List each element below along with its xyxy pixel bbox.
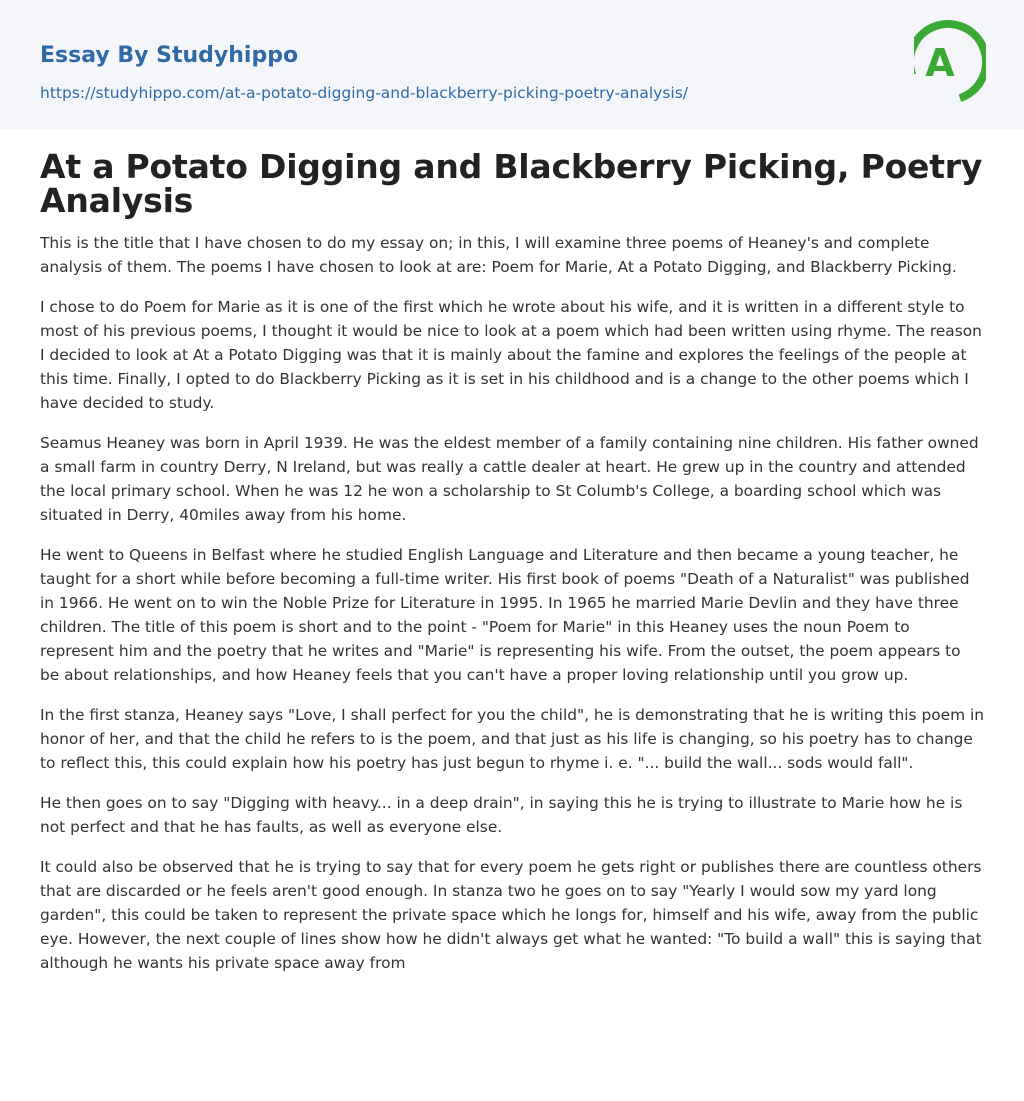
- article-content: [0, 147, 1024, 975]
- logo-letter: A: [925, 41, 955, 85]
- article-paragraph: This is the title that I have chosen to do my essay on; in this, I will examine three poems of Heaney's and complete analysis of them. The poems I have chosen to look at are: Poem for Marie, At a Potato Digging, and Blackberry Picking.: [40, 234, 957, 276]
- site-brand[interactable]: Essay By Studyhippo: [40, 43, 299, 68]
- article-paragraph: He went to Queens in Belfast where he studied English Language and Literature and then became a young teacher, he taught for a short while before becoming a full-time writer. His first book of poems "Death of a Naturalist" was published in 1966. He went on to win the Noble Prize for Literature in 1995. In 1965 he married Marie Devlin and they have three children. The title of this poem is short and to the point - "Poem for Marie" in this Heaney uses the noun Poem to represent him and the poetry that he writes and "Marie" is representing his wife. From the outset, the poem appears to be about relationships, and how Heaney feels that you can't have a proper loving relationship until you grow up.: [40, 546, 970, 684]
- source-url-link[interactable]: https://studyhippo.com/at-a-potato-digging-and-blackberry-picking-poetry-analysis/: [40, 84, 689, 102]
- article-paragraph: I chose to do Poem for Marie as it is one of the first which he wrote about his wife, and it is written in a different style to most of his previous poems, I thought it would be nice to look at a poem which had been written using rhyme. The reason I decided to look at At a Potato Digging was that it is mainly about the famine and explores the feelings of the people at this time. Finally, I opted to do Blackberry Picking as it is set in his childhood and is a change to the other poems which I have decided to study.: [40, 298, 982, 412]
- article-paragraph: It could also be observed that he is trying to say that for every poem he gets right or publishes there are countless others that are discarded or he feels aren't good enough. In stanza two he goes on to say "Yearly I would sow my yard long garden", this could be taken to represent the private space which he longs for, himself and his wife, away from the public eye. However, the next couple of lines show how he didn't always get what he wanted: "To build a wall" this is saying that although he wants his private space away from: [40, 858, 982, 972]
- site-header: [0, 0, 1024, 129]
- article-paragraph: In the first stanza, Heaney says "Love, I shall perfect for you the child", he is demonstrating that he is writing this poem in honor of her, and that the child he refers to is the poem, and that just as his life is changing, so his poetry has to change to reflect this, this could explain how his poetry has just begun to rhyme i. e. "... build the wall... sods would fall".: [40, 706, 985, 772]
- article-paragraph: He then goes on to say "Digging with heavy... in a deep drain", in saying this he is trying to illustrate to Marie how he is not perfect and that he has faults, as well as everyone else.: [40, 794, 963, 836]
- article-paragraph: Seamus Heaney was born in April 1939. He was the eldest member of a family containing nine children. His father owned a small farm in country Derry, N Ireland, but was really a cattle dealer at heart. He grew up in the country and attended the local primary school. When he was 12 he won a scholarship to St Columb's College, a boarding school which was situated in Derry, 40miles away from his home.: [40, 434, 979, 524]
- page-title: At a Potato Digging and Blackberry Picking, Poetry Analysis: [40, 147, 983, 220]
- logo-icon[interactable]: [914, 18, 986, 106]
